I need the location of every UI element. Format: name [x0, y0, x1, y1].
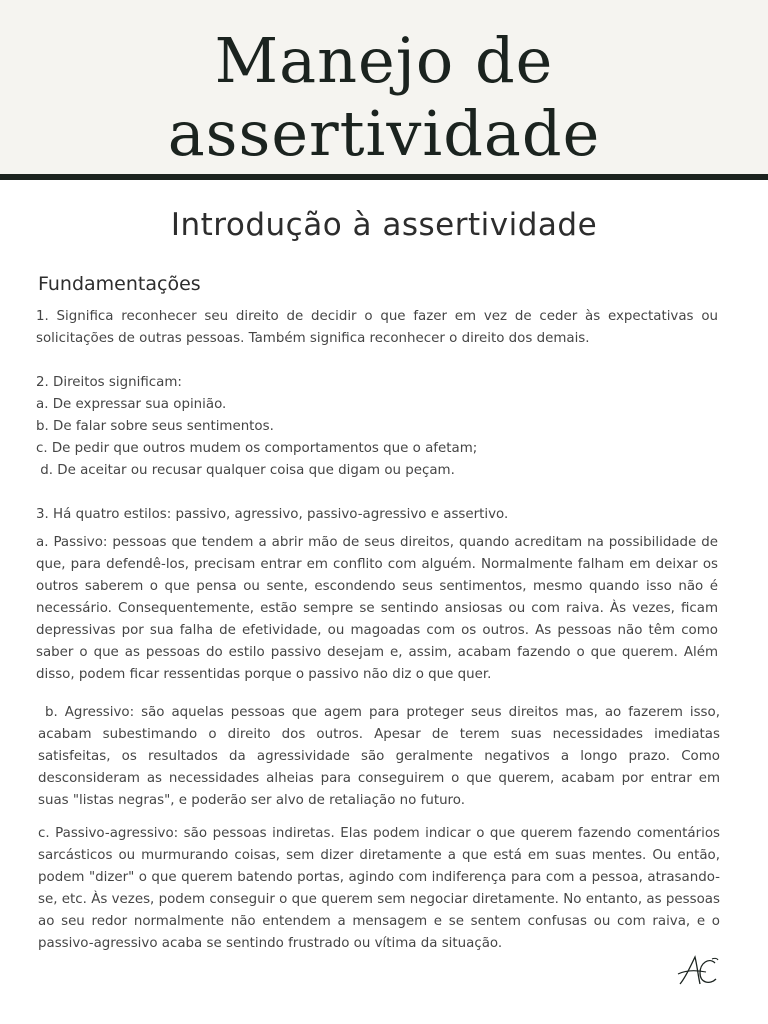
page-subtitle: Introdução à assertividade	[170, 207, 598, 243]
right-item-a: a. De expressar sua opinião.	[36, 397, 227, 412]
title-banner	[0, 0, 768, 180]
paragraph-style-passive-aggressive: c. Passivo-agressivo: são pessoas indiretas. Elas podem indicar o que querem fazendo comentários sarcásticos ou murmurando coisas, sem dizer diretamente a que está em suas mentes. Ou então, podem "dizer" o que querem batendo portas, agindo com indiferença para com a pessoa, atrasando-se, etc. Às vezes, podem conseguir o que querem sem negociar diretamente. No entanto, as pessoas ao seu redor normalmente não entendem a mensagem e se sentem confusas ou com raiva, e o passivo-agressivo acaba se sentindo frustrado ou vítima da situação.	[38, 826, 720, 951]
right-item-b: b. De falar sobre seus sentimentos.	[36, 419, 274, 434]
right-item-d: d. De aceitar ou recusar qualquer coisa que digam ou peçam.	[36, 463, 455, 478]
right-item-c: c. De pedir que outros mudem os comportamentos que o afetam;	[36, 441, 478, 456]
rights-intro: 2. Direitos significam:	[36, 375, 182, 390]
styles-intro: 3. Há quatro estilos: passivo, agressivo, passivo-agressivo e assertivo.	[36, 507, 509, 522]
paragraph-definition: 1. Significa reconhecer seu direito de decidir o que fazer em vez de ceder às expectativas ou solicitações de outras pessoas. Também significa reconhecer o direito dos demais.	[36, 309, 718, 346]
monogram-logo-icon	[676, 953, 720, 989]
page-title-line-1: Manejo de	[214, 24, 554, 97]
paragraph-style-aggressive: b. Agressivo: são aquelas pessoas que agem para proteger seus direitos mas, ao fazerem isso, acabam subestimando o direito dos outros. Apesar de terem suas necessidades imediatas satisfeitas, os resultados da agressividade são geralmente negativos a longo prazo. Como desconsideram as necessidades alheias para conseguirem o que querem, acabam por entrar em suas "listas negras", e poderão ser alvo de retaliação no futuro.	[38, 705, 725, 808]
section-heading: Fundamentações	[38, 273, 201, 295]
page-title-line-2: assertividade	[167, 97, 601, 170]
paragraph-style-passive: a. Passivo: pessoas que tendem a abrir mão de seus direitos, quando acreditam na possibilidade de que, para defendê-los, precisam entrar em conflito com alguém. Normalmente falham em deixar os outros saberem o que pensa ou sente, escondendo seus sentimentos, mesmo quando isso não é necessário. Consequentemente, estão sempre se sentindo ansiosas ou com raiva. Às vezes, ficam depressivas por sua falha de efetividade, ou magoadas com os outros. As pessoas não têm como saber o que as pessoas do estilo passivo desejam e, assim, acabam fazendo o que querem. Além disso, podem ficar ressentidas porque o passivo não diz o que quer.	[36, 535, 718, 682]
